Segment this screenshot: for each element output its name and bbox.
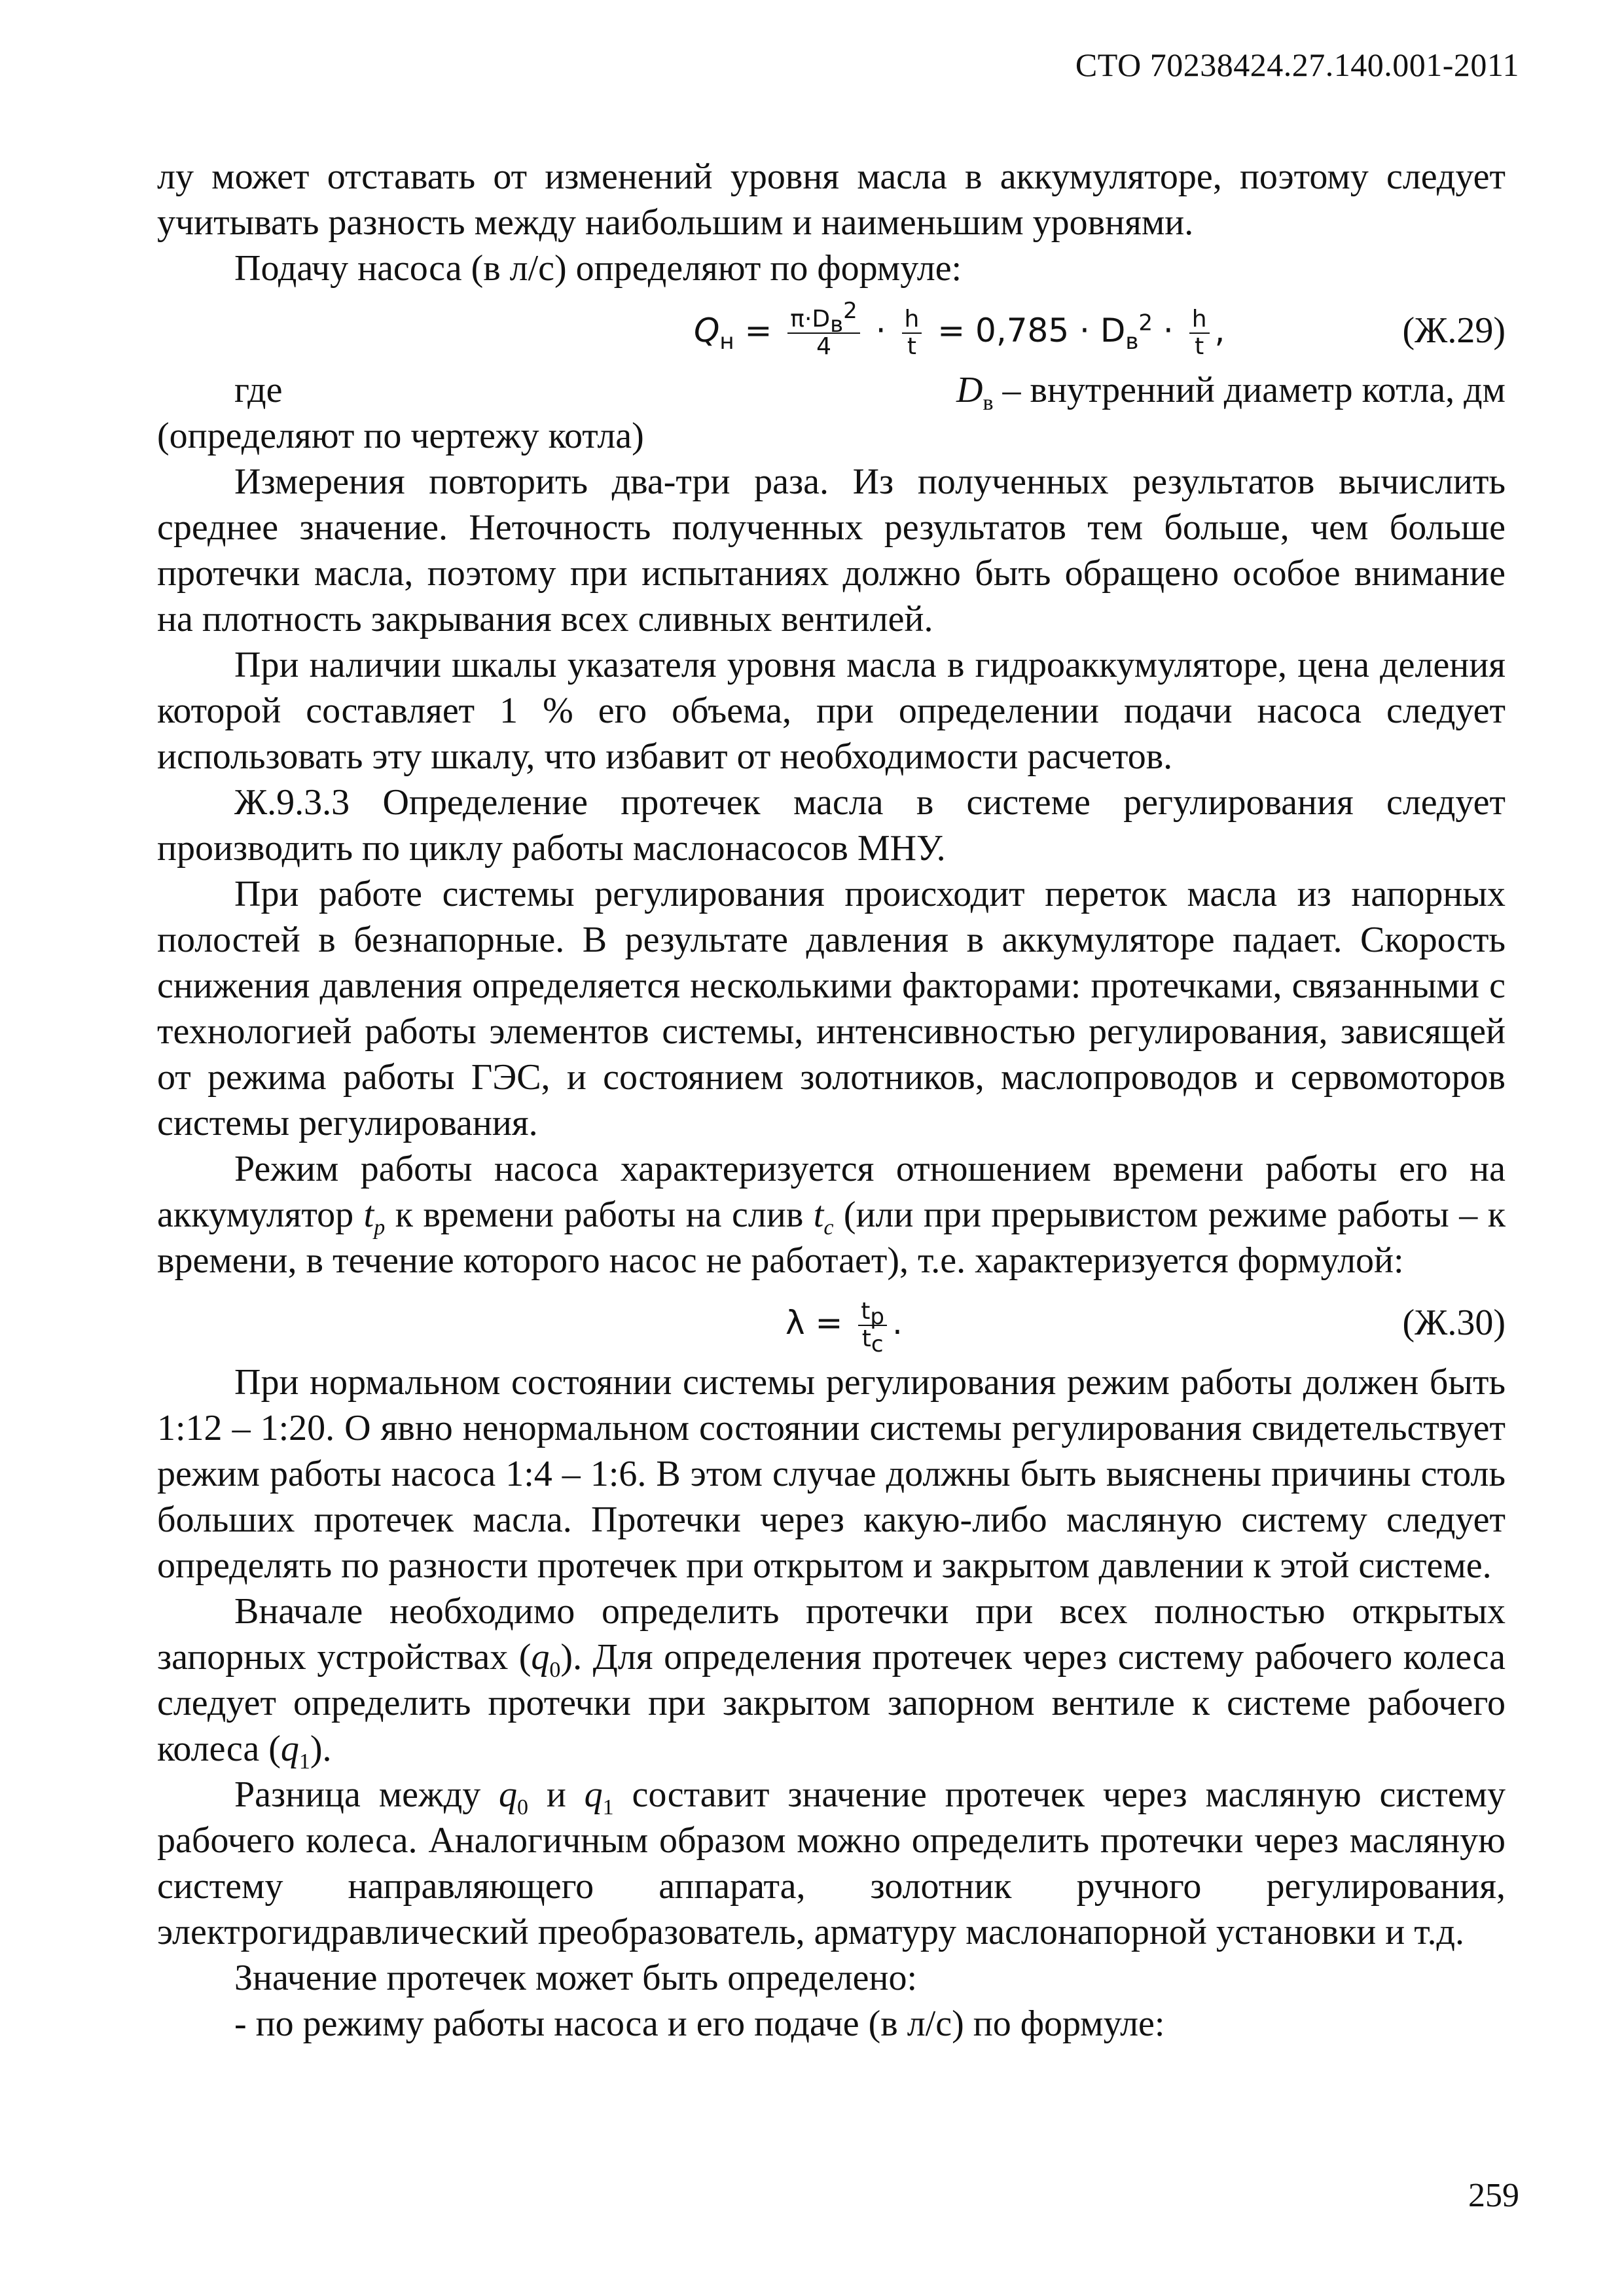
symbol-q0-ref-sub: 0 <box>517 1795 529 1820</box>
difference-text-c: составит значение протечек через масляную систему рабочего колеса. Аналогичным образом можно определить протечки через масляную систему направляющего аппарата, золотник ручного регулирования, электрогидравлический преобразователь, арматуру маслонапорной установки и т.д. <box>157 1774 1506 1952</box>
paragraph-leak-value: Значение протечек может быть определено: <box>234 1958 918 1998</box>
paragraph-section-zh933: Ж.9.3.3 Определение протечек масла в системе регулирования следует производить по циклу работы маслонасосов МНУ. <box>157 782 1506 869</box>
frac3-bottom: t <box>1195 332 1204 360</box>
where-symbol: D <box>956 370 983 410</box>
formula-zh30-lhs: λ = <box>785 1304 843 1342</box>
zh30-frac-top-sub: p <box>870 1303 885 1330</box>
paragraph-level-scale: При наличии шкалы указателя уровня масла в гидроаккумуляторе, цена деления которой составляет 1 % его объема, при определении подачи насоса следует использовать эту шкалу, что избавит от необходимости расчетов. <box>157 645 1506 777</box>
paragraph-pump-supply-intro: Подачу насоса (в л/с) определяют по формуле: <box>234 248 962 289</box>
formula-zh30-number: (Ж.30) <box>1402 1302 1506 1343</box>
frac1-top: π·D <box>790 305 831 332</box>
formula-zh29 <box>157 294 1506 367</box>
pump-mode-text-c: (или при прерывистом режиме работы – к времени, в течение которого насос не работает), т.е. характеризуется формулой: <box>157 1194 1506 1281</box>
frac1-bottom: 4 <box>816 332 831 360</box>
symbol-tp-sub: p <box>374 1215 386 1240</box>
formula-zh30-fraction <box>858 1297 887 1357</box>
where-continuation: (определяют по чертежу котла) <box>157 416 644 456</box>
frac2-top: h <box>902 306 922 334</box>
formula-zh29-middle-sub: в <box>1125 329 1139 355</box>
zh30-frac-bottom-sub: c <box>871 1331 884 1357</box>
symbol-q0-sub: 0 <box>549 1658 561 1683</box>
paragraph-continuation: лу может отставать от изменений уровня масла в аккумуляторе, поэтому следует учитывать разность между наибольшим и наименьшим уровнями. <box>157 156 1506 243</box>
symbol-q1-ref-sub: 1 <box>602 1795 614 1820</box>
formula-zh30 <box>157 1286 1506 1359</box>
paragraph-measurements: Измерения повторить два-три раза. Из полученных результатов вычислить среднее значение. Неточность полученных результатов тем больше, чем больше протечки масла, поэтому при испытаниях должно быть обращено особое внимание на плотность закрывания всех сливных вентилей. <box>157 461 1506 639</box>
where-text: – внутренний диаметр котла, дм <box>1002 370 1506 410</box>
symbol-q0-ref: q <box>499 1774 518 1815</box>
formula-zh29-fraction-3 <box>1189 306 1210 360</box>
paragraph-pump-mode <box>157 1146 1506 1283</box>
pump-mode-text-b: к времени работы на слив <box>385 1194 814 1235</box>
difference-text-b: и <box>528 1774 585 1815</box>
symbol-q1-sub: 1 <box>298 1749 310 1774</box>
paragraph-regulation-system: При работе системы регулирования происходит переток масла из напорных полостей в безнапорные. В результате давления в аккумуляторе падает. Скорость снижения давления определяется несколькими факторами: протечками, связанными с технологией работы элементов системы, интенсивностью регулирования, зависящей от режима работы ГЭС, и состоянием золотников, маслопроводов и сервомоторов системы регулирования. <box>157 874 1506 1143</box>
symbol-q1: q <box>280 1729 299 1769</box>
paragraph-difference <box>157 1772 1506 1955</box>
zh30-frac-bottom: t <box>861 1325 871 1352</box>
formula-zh29-fraction-2 <box>902 306 922 360</box>
difference-text-a: Разница между <box>234 1774 499 1815</box>
formula-zh29-fraction-1 <box>787 297 860 360</box>
frac1-top-sub: в <box>830 311 844 338</box>
zh30-frac-top: t <box>861 1297 871 1325</box>
document-code-header: СТО 70238424.27.140.001-2011 <box>1075 46 1519 83</box>
frac3-top: h <box>1189 306 1210 334</box>
leak-text-a: Вначале необходимо определить протечки при всех полностью открытых запорных устройствах ( <box>157 1591 1506 1677</box>
where-label: где <box>234 370 283 410</box>
symbol-q0: q <box>531 1637 550 1677</box>
formula-zh29-middle: = 0,785 · D <box>937 312 1126 350</box>
formula-zh29-middle-sup: 2 <box>1138 310 1153 336</box>
symbol-tp: t <box>363 1194 374 1235</box>
page-body <box>157 154 1506 2047</box>
page-number: 259 <box>1468 2177 1519 2214</box>
formula-zh30-expression: λ = $\frac{t_p}{t_c}$ . <box>785 1297 903 1357</box>
symbol-tc: t <box>813 1194 824 1235</box>
where-definition-text <box>956 367 1506 416</box>
frac2-bottom: t <box>907 332 916 360</box>
formula-zh29-lhs: Q <box>694 312 720 350</box>
formula-zh29-number: (Ж.29) <box>1402 310 1506 351</box>
paragraph-leak-measurement <box>157 1588 1506 1772</box>
symbol-q1-ref: q <box>584 1774 603 1815</box>
formula-zh29-lhs-sub: н <box>719 329 734 355</box>
where-definition <box>157 367 1506 416</box>
frac1-top-sup: 2 <box>843 297 857 324</box>
pump-mode-text-a: Режим работы насоса характеризуется отношением времени работы его на аккумулятор <box>157 1149 1506 1235</box>
formula-zh29-expression: $Q_н$ = $\frac{\pi\cdot D_в^2}{4}$ · $\frac{h}{t}$ = $0,785 \cdot D_в^2$ · $\frac{h}{t}$ , <box>694 297 1225 360</box>
paragraph-normal-mode: При нормальном состоянии системы регулирования режим работы должен быть 1:12 – 1:20. О явно ненормальном состоянии системы регулирования свидетельствует режим работы насоса 1:4 – 1:6. В этом случае должны быть выяснены причины столь больших протечек масла. Протечки через какую-либо масляную систему следует определять по разности протечек при открытом и закрытом давлении к этой системе. <box>157 1362 1506 1586</box>
leak-text-c: ). <box>310 1729 332 1769</box>
leak-text-b: ). Для определения протечек через систему рабочего колеса следует определить протечки при закрытом запорном вентиле к системе рабочего колеса ( <box>157 1637 1506 1769</box>
where-symbol-sub: в <box>983 391 994 416</box>
list-item-pump-mode: - по режиму работы насоса и его подаче (в л/с) по формуле: <box>234 2003 1165 2044</box>
symbol-tc-sub: c <box>823 1215 834 1240</box>
